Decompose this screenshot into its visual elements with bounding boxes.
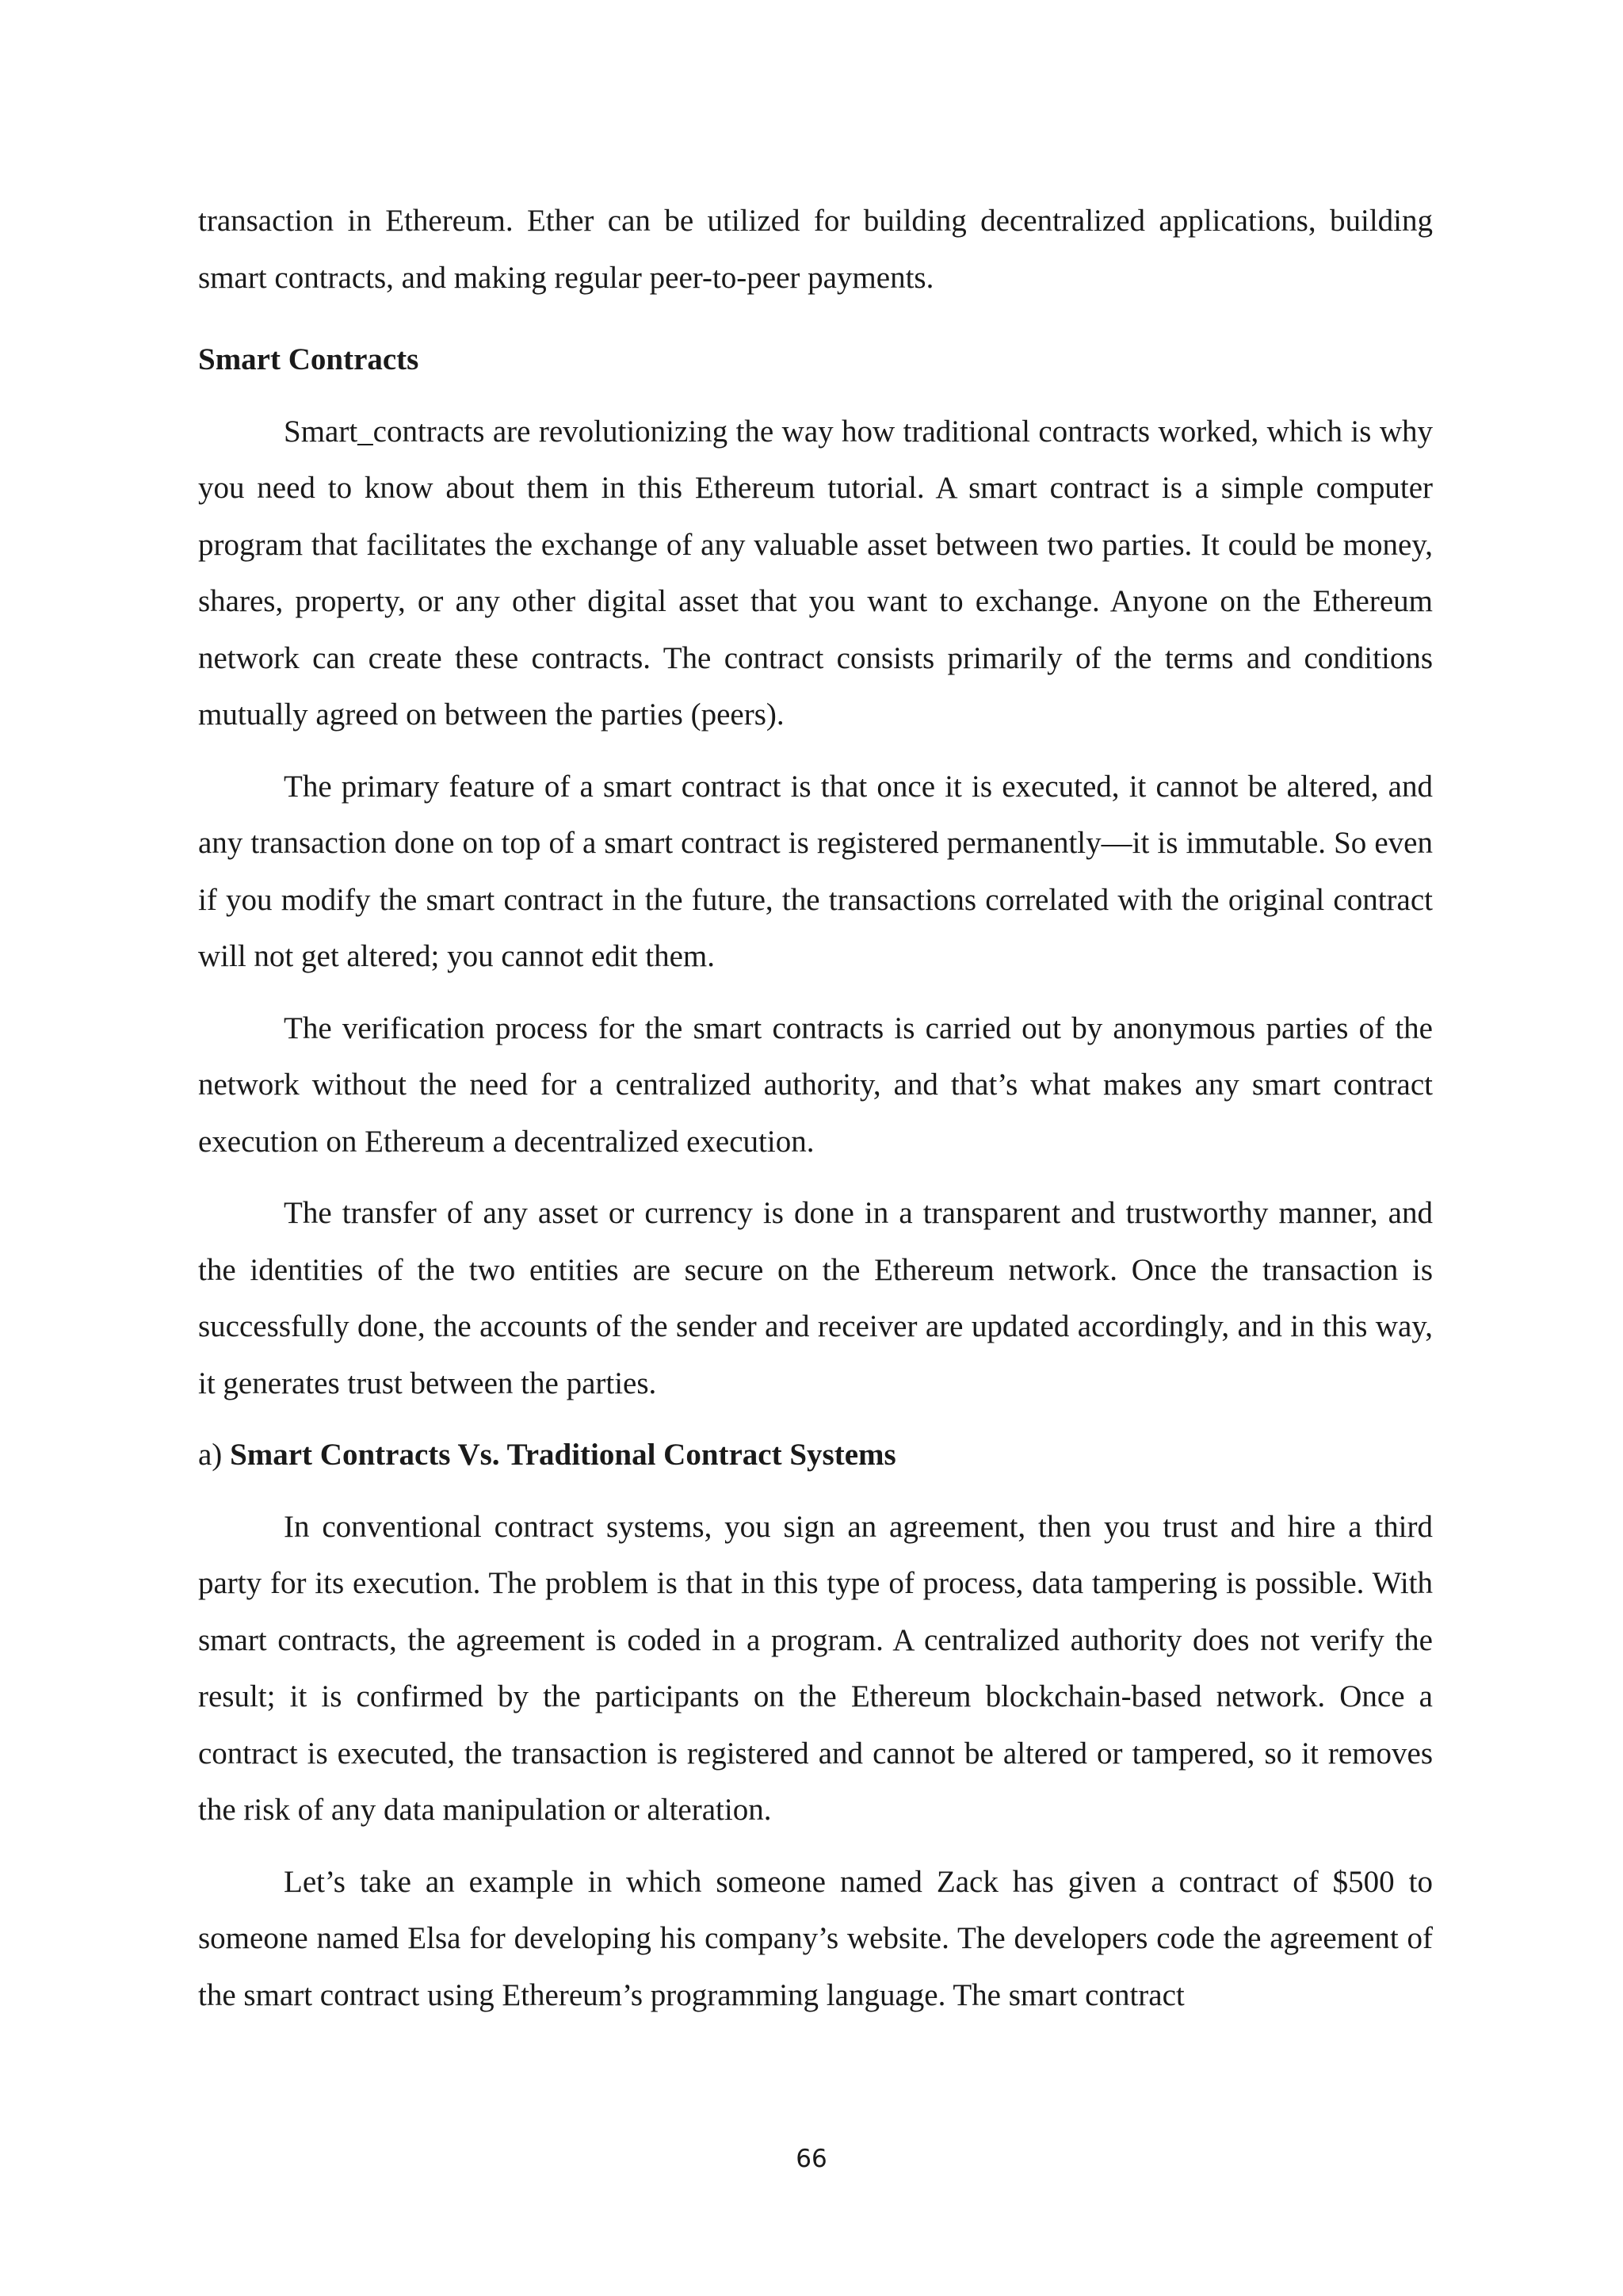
subsection-prefix: a)	[198, 1438, 223, 1472]
section-heading-smart-contracts: Smart Contracts	[198, 342, 419, 376]
paragraph-transfer: The transfer of any asset or currency is done in a transparent and trustworthy manner, and the identities of the two entities are secure on the Ethereum network. Once the transaction is successfully done, the accounts of the sender and receiver are updated accordingly, and in this way, it generates trust between the parties.	[198, 1196, 1433, 1400]
paragraph-immutability: The primary feature of a smart contract is that once it is executed, it cannot be altered, and any transaction done on top of a smart contract is registered permanently—it is immutable. So even if you modify the smart contract in the future, the transactions correlated with the original contract will not get altered; you cannot edit them.	[198, 769, 1433, 973]
subsection-heading	[198, 1427, 1433, 1484]
page-body	[198, 193, 1433, 2038]
page-number: 66	[796, 2145, 827, 2173]
paragraph-continuation: transaction in Ethereum. Ether can be utilized for building decentralized applications, building smart contracts, and making regular peer-to-peer payments.	[198, 204, 1433, 295]
paragraph-smart-contracts-intro: Smart_contracts are revolutionizing the way how traditional contracts worked, which is why you need to know about them in this Ethereum tutorial. A smart contract is a simple computer program that facilitates the exchange of any valuable asset between two parties. It could be money, shares, property, or any other digital asset that you want to exchange. Anyone on the Ethereum network can create these contracts. The contract consists primarily of the terms and conditions mutually agreed on between the parties (peers).	[198, 414, 1433, 732]
subsection-title: Smart Contracts Vs. Traditional Contract Systems	[230, 1438, 896, 1472]
paragraph-example: Let’s take an example in which someone named Zack has given a contract of $500 to someone named Elsa for developing his company’s website. The developers code the agreement of the smart contract using Ethereum’s programming language. The smart contract	[198, 1864, 1433, 2012]
paragraph-verification: The verification process for the smart contracts is carried out by anonymous parties of the network without the need for a centralized authority, and that’s what makes any smart contract execution on Ethereum a decentralized execution.	[198, 1010, 1433, 1159]
paragraph-conventional-contracts: In conventional contract systems, you sign an agreement, then you trust and hire a third party for its execution. The problem is that in this type of process, data tampering is possible. With smart contracts, the agreement is coded in a program. A centralized authority does not verify the result; it is confirmed by the participants on the Ethereum blockchain-based network. Once a contract is executed, the transaction is registered and cannot be altered or tampered, so it removes the risk of any data manipulation or alteration.	[198, 1509, 1433, 1827]
